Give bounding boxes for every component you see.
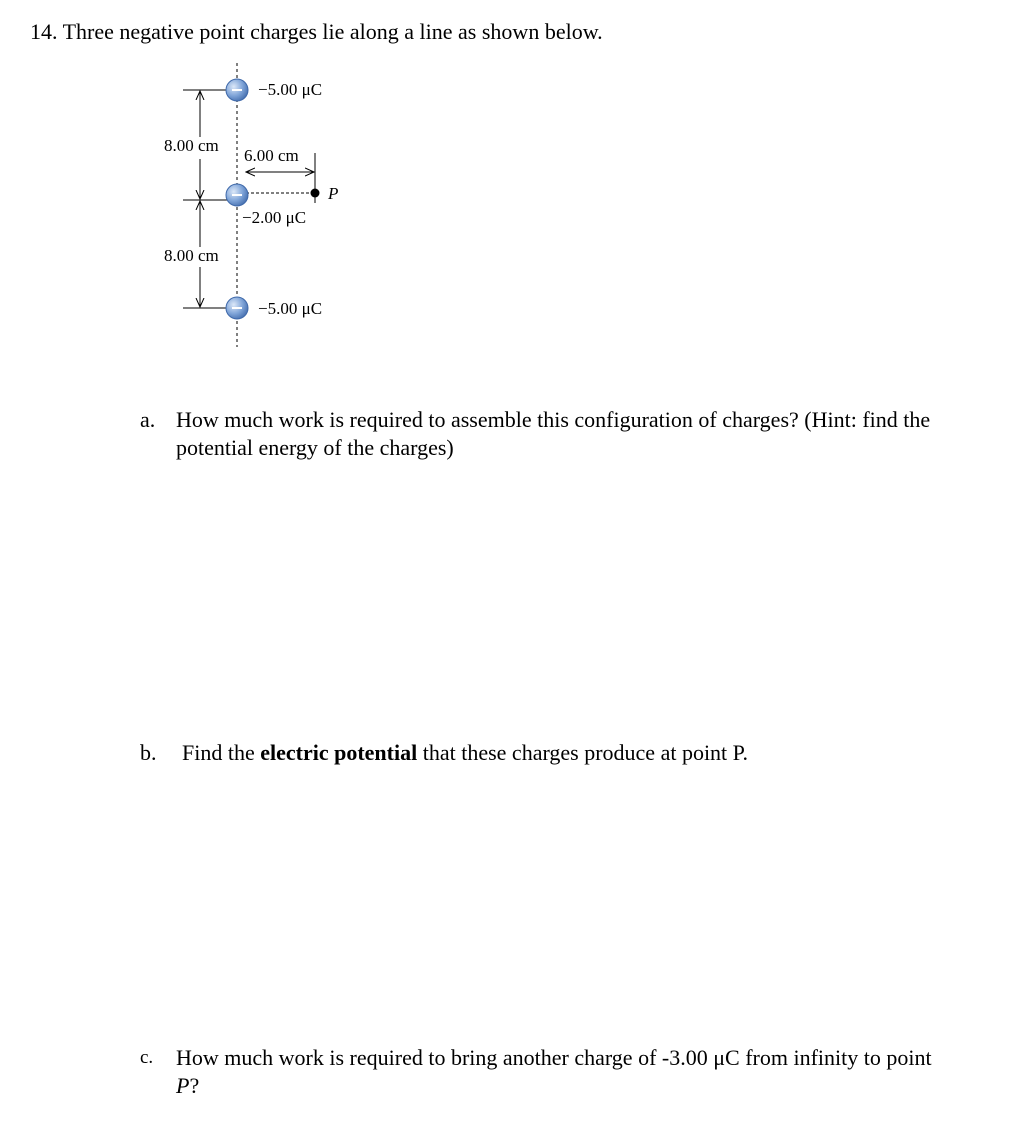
bottom-spacing-label: 8.00 cm — [164, 246, 219, 265]
part-b-text-before: Find the — [182, 740, 261, 765]
part-b-text — [182, 739, 922, 767]
top-charge-label: −5.00 μC — [258, 80, 323, 99]
part-a-text: How much work is required to assemble this configuration of charges? (Hint: find the potential energy of the charges) — [176, 407, 931, 460]
bottom-charge — [226, 297, 248, 319]
middle-charge-label: −2.00 μC — [242, 208, 307, 227]
part-b-text-after: that these charges produce at point P. — [417, 740, 748, 765]
part-c-text — [176, 1044, 946, 1100]
top-spacing-label: 8.00 cm — [164, 136, 219, 155]
part-b-bold-term: electric potential — [260, 740, 418, 765]
part-b-marker: b. — [140, 740, 157, 765]
point-p-marker — [311, 189, 320, 198]
middle-charge — [226, 184, 248, 206]
question-title: 14. Three negative point charges lie along a line as shown below. — [30, 19, 603, 44]
part-c-text-before: How much work is required to bring another charge of -3.00 μC from infinity to point — [176, 1045, 932, 1070]
charge-diagram-svg — [150, 55, 380, 355]
bottom-charge-label: −5.00 μC — [258, 299, 323, 318]
top-charge — [226, 79, 248, 101]
part-c-text-after: ? — [189, 1073, 200, 1098]
part-c-marker: c. — [140, 1047, 154, 1068]
part-c-italic-p: P — [176, 1073, 190, 1098]
horizontal-distance-label: 6.00 cm — [244, 146, 299, 165]
part-a-marker: a. — [140, 407, 156, 432]
point-p-label: P — [328, 184, 339, 203]
charge-diagram — [150, 55, 380, 355]
